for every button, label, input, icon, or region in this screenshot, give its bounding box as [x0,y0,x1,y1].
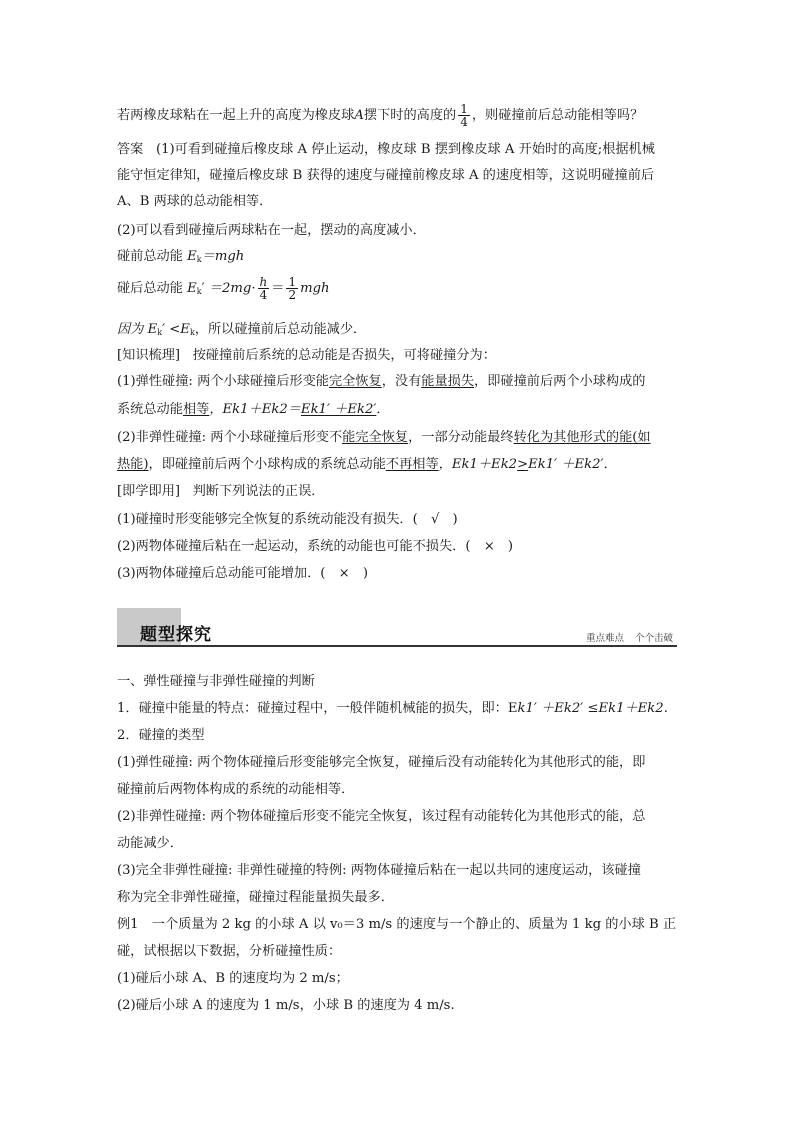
practice-item-3: (3)两物体碰撞后总动能可能增加．( × ) [117,566,369,581]
question-text-2: 摆下时的高度的 [363,108,457,123]
elastic-line-2: 系统总动能相等，Ek1＋Ek2＝Ek1′ ＋Ek2′． [117,402,390,417]
practice-item-1: (1)碰撞时形变能够完全恢复的系统动能没有损失．( √ ) [117,512,458,527]
inelastic-line-1: (2)非弹性碰撞: 两个小球碰撞后形变不能完全恢复，一部分动能最终转化为其他形式的能(如 [117,430,651,445]
section-header [117,608,677,646]
type1-line-1: (1)弹性碰撞: 两个物体碰撞后形变能够完全恢复，碰撞后没有动能转化为其他形式的能，即 [117,755,646,770]
example-line-3: (1)碰后小球 A、B 的速度均为 2 m/s； [117,971,349,986]
elastic-line-1: (1)弹性碰撞: 两个小球碰撞后形变能完全恢复，没有能量损失，即碰撞前后两个小球构成的 [117,374,646,389]
section-title: 题型探究 [140,625,212,645]
part1-types-heading: 2．碰撞的类型 [117,728,205,743]
inelastic-line-2: 热能)，即碰撞前后两个小球构成的系统总动能不再相等，Ek1＋Ek2>Ek1′ ＋Ek2′． [117,457,617,472]
answer-p1-l1: (1)可看到碰撞后橡皮球 A 停止运动，橡皮球 B 摆到橡皮球 A 开始时的高度;根据机械 [155,142,655,157]
knowledge-label: [知识梳理] [117,348,181,363]
example-line-4: (2)碰后小球 A 的速度为 1 m/s，小球 B 的速度为 4 m/s. [117,998,455,1013]
after-kinetic-energy: 碰后总动能 $E_k' =2mg\cdot$ $\frac{h}{4}$ ＝ $\frac{1}{2}$ mgh [117,275,330,302]
question-ball-a: A [354,108,364,123]
part1-heading: 一、弹性碰撞与非弹性碰撞的判断 [117,674,315,689]
type2-line-2: 动能减少． [117,836,183,851]
part1-energy-line: 1．碰撞中能量的特点：碰撞过程中，一般伴随机械能的损失，即：Ek1′ ＋Ek2′ ≤Ek1＋Ek2. [117,701,668,716]
example-line-1: 例1 一个质量为 2 kg 的小球 A 以 v₀＝3 m/s 的速度与一个静止的、质量为 1 kg 的小球 B 正 [117,917,677,932]
type3-line-2: 称为完全非弹性碰撞，碰撞过程能量损失最多． [117,890,394,905]
because-line: 因为 $E_k' <E_k$，所以碰撞前后总动能减少． [117,322,367,337]
question-line [117,103,643,128]
type1-line-2: 碰撞前后两物体构成的系统的动能相等． [117,782,355,797]
answer-line-4: (2)可以看到碰撞后两球粘在一起，摆动的高度减小． [117,223,426,238]
practice-intro: [即学即用] 判断下列说法的正误． [117,484,325,499]
before-kinetic-energy: 碰前总动能 $E_k=mgh$ [117,249,245,264]
knowledge-intro: [知识梳理] 按碰撞前后系统的总动能是否损失，可将碰撞分为： [117,348,496,363]
answer-line-2: 能守恒定律知，碰撞后橡皮球 B 获得的速度与碰撞前橡皮球 A 的速度相等，这说明碰撞前后 [117,168,655,183]
practice-label: [即学即用] [117,484,181,499]
type3-line-1: (3)完全非弹性碰撞: 非弹性碰撞的特例: 两物体碰撞后粘在一起以共同的速度运动，该碰撞 [117,863,641,878]
section-subtitle: 重点难点 个个击破 [585,633,673,644]
answer-label: 答案 [117,142,144,157]
answer-line-3: A、B 两球的总动能相等． [117,194,273,209]
section-divider [117,645,677,647]
question-fraction: $\frac{1}{4}$ [460,102,468,129]
question-text-1: 若两橡皮球粘在一起上升的高度为橡皮球 [117,108,355,123]
practice-item-2: (2)两物体碰撞后粘在一起运动，系统的动能也可能不损失．( × ) [117,539,514,554]
type2-line-1: (2)非弹性碰撞: 两个物体碰撞后形变不能完全恢复，该过程有动能转化为其他形式的能，总 [117,809,646,824]
answer-line-1 [117,142,655,158]
question-text-3: ，则碰撞前后总动能相等吗？ [471,108,644,123]
example-line-2: 碰，试根据以下数据，分析碰撞性质： [117,944,342,959]
